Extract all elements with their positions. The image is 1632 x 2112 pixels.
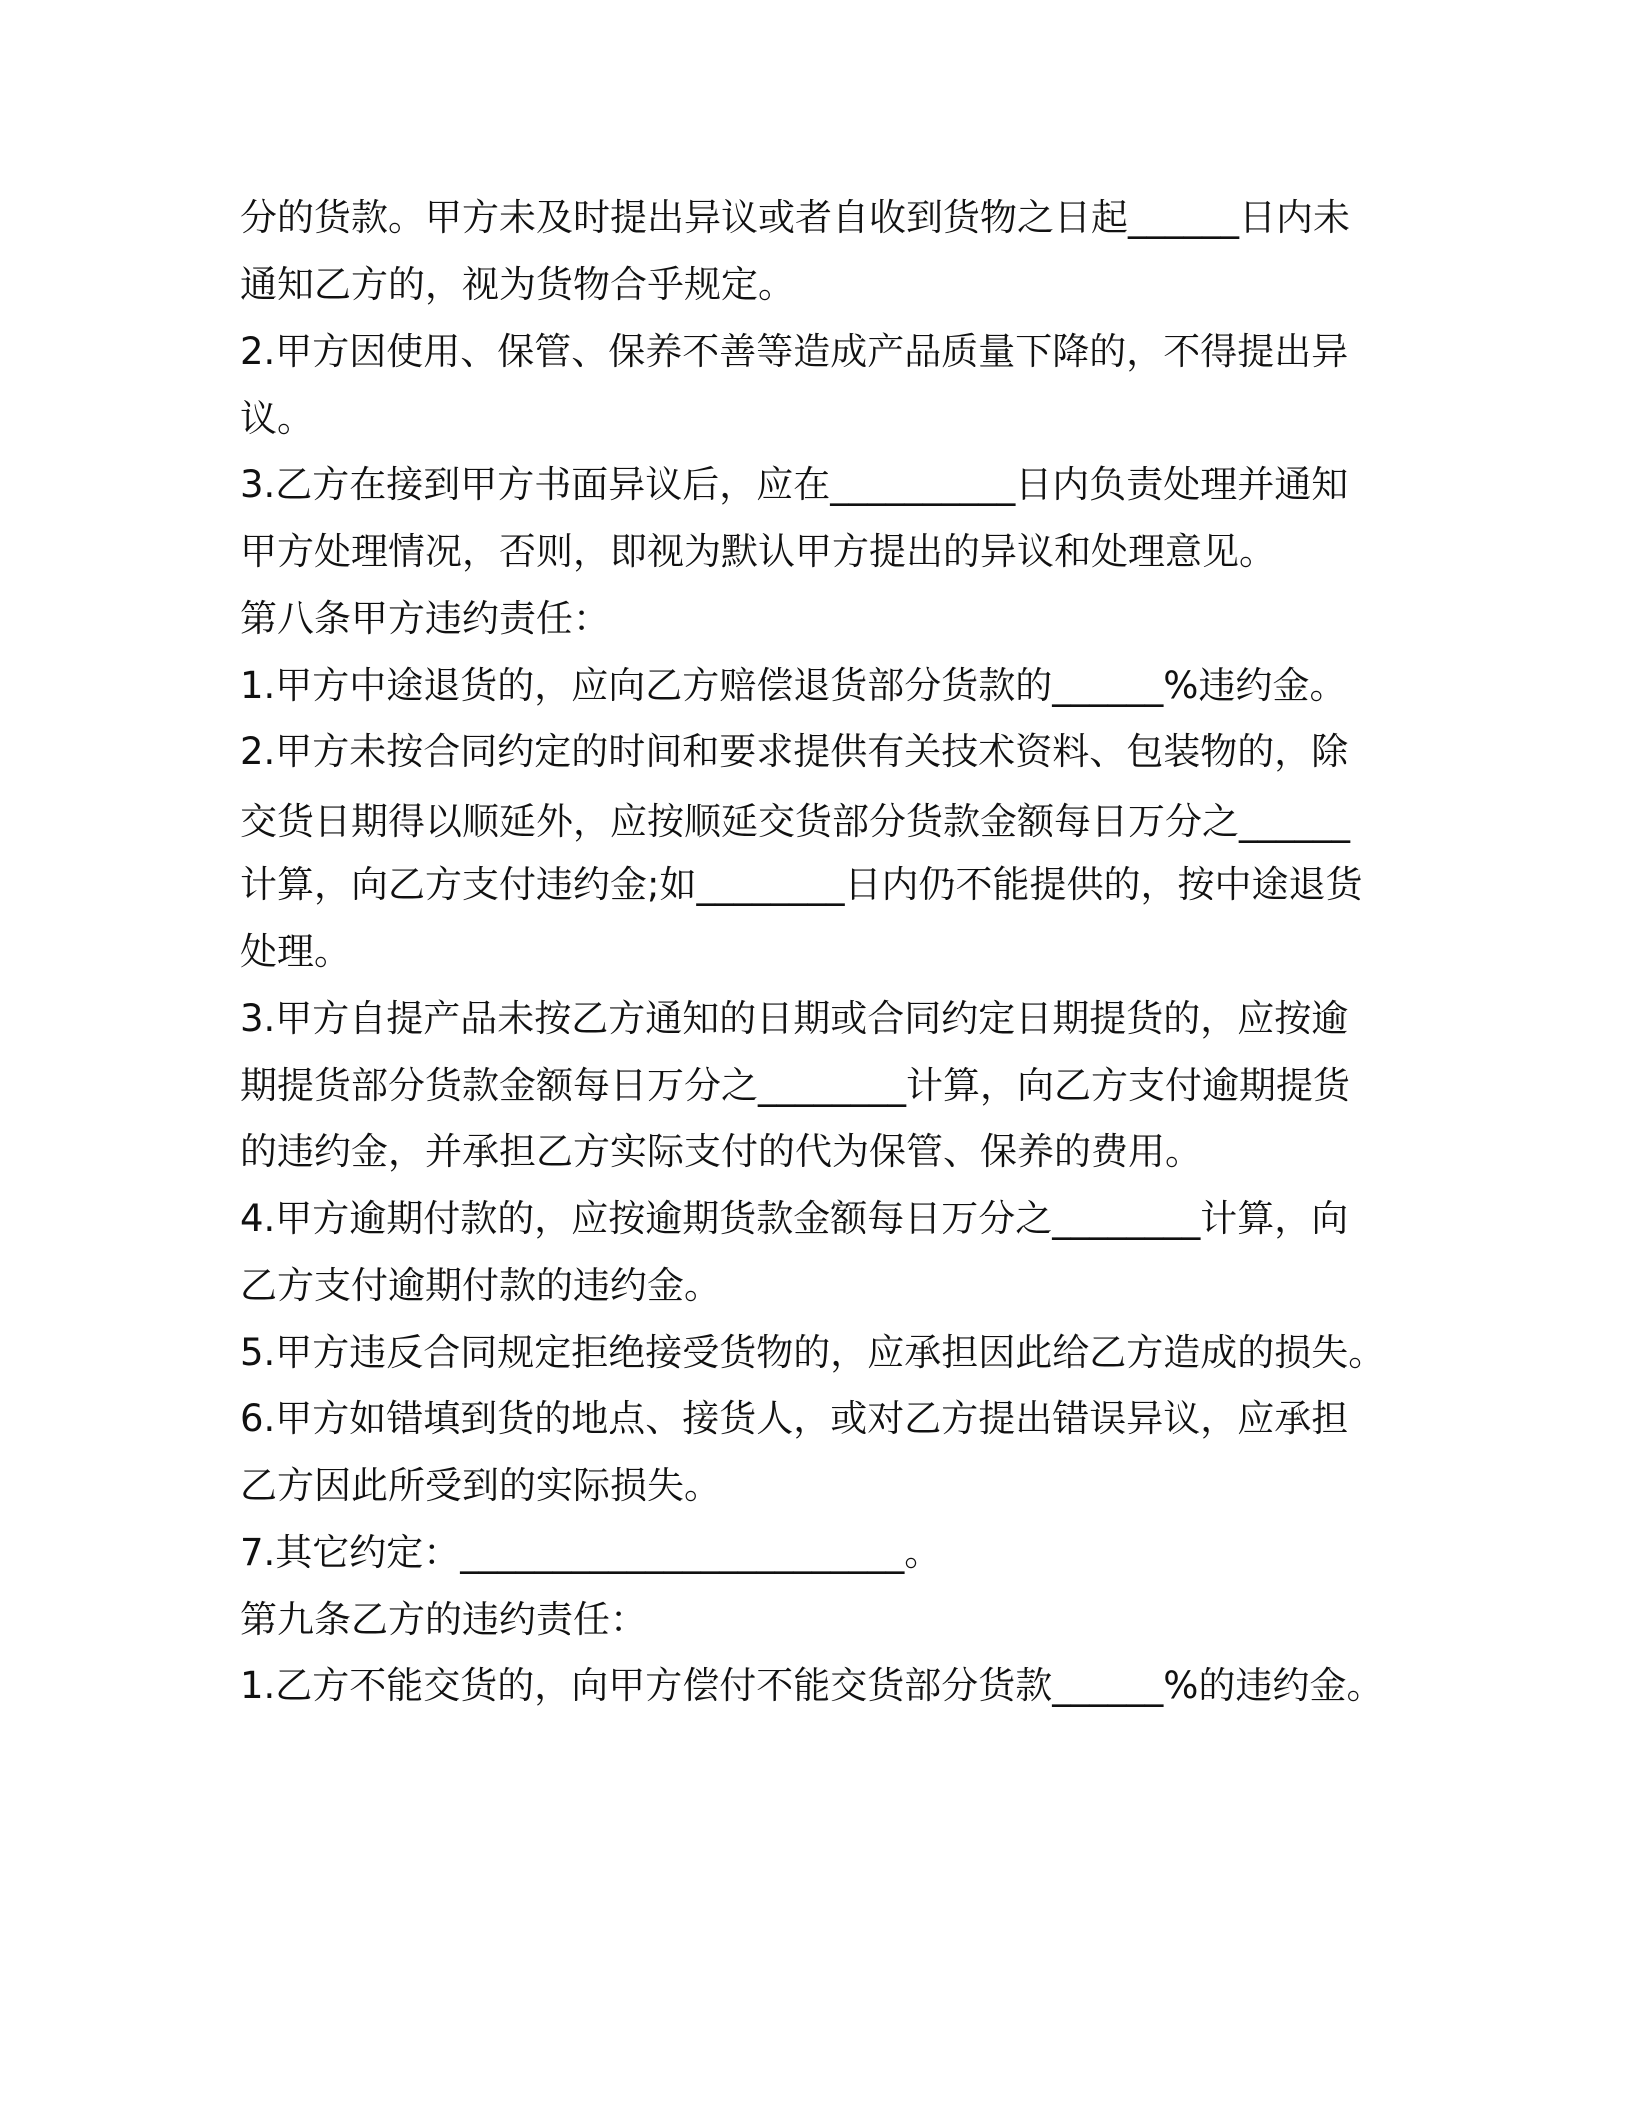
text-line: 1.乙方不能交货的，向甲方偿付不能交货部分货款______%的违约金。 (240, 1664, 1384, 1707)
text-line: 交货日期得以顺延外，应按顺延交货部分货款金额每日万分之______ (240, 800, 1350, 843)
text-line: 2.甲方因使用、保管、保养不善等造成产品质量下降的，不得提出异 (240, 330, 1349, 373)
text-line: 6.甲方如错填到货的地点、接货人，或对乙方提出错误异议，应承担 (240, 1397, 1349, 1440)
text-line: 2.甲方未按合同约定的时间和要求提供有关技术资料、包装物的，除 (240, 730, 1349, 773)
text-line: 1.甲方中途退货的，应向乙方赔偿退货部分货款的______%违约金。 (240, 664, 1347, 707)
text-line: 期提货部分货款金额每日万分之________计算，向乙方支付逾期提货 (240, 1064, 1350, 1107)
text-line: 5.甲方违反合同规定拒绝接受货物的，应承担因此给乙方造成的损失。 (240, 1331, 1386, 1374)
text-line: 通知乙方的，视为货物合乎规定。 (240, 263, 795, 306)
text-line: 3.甲方自提产品未按乙方通知的日期或合同约定日期提货的，应按逾 (240, 997, 1349, 1040)
text-line: 议。 (240, 397, 314, 440)
section-heading: 第八条甲方违约责任： (240, 597, 610, 640)
text-line: 3.乙方在接到甲方书面异议后，应在__________日内负责处理并通知 (240, 463, 1349, 506)
text-line: 甲方处理情况，否则，即视为默认甲方提出的异议和处理意见。 (240, 530, 1276, 573)
text-line: 处理。 (240, 930, 351, 973)
section-heading: 第九条乙方的违约责任： (240, 1598, 647, 1641)
text-line: 分的货款。甲方未及时提出异议或者自收到货物之日起______日内未 (240, 196, 1350, 239)
text-line: 乙方因此所受到的实际损失。 (240, 1464, 721, 1507)
text-line: 的违约金，并承担乙方实际支付的代为保管、保养的费用。 (240, 1130, 1202, 1173)
text-line: 7.其它约定：________________________。 (240, 1531, 942, 1574)
text-line: 乙方支付逾期付款的违约金。 (240, 1264, 721, 1307)
text-line: 4.甲方逾期付款的，应按逾期货款金额每日万分之________计算，向 (240, 1197, 1349, 1240)
text-line: 计算，向乙方支付违约金;如________日内仍不能提供的，按中途退货 (240, 863, 1363, 906)
